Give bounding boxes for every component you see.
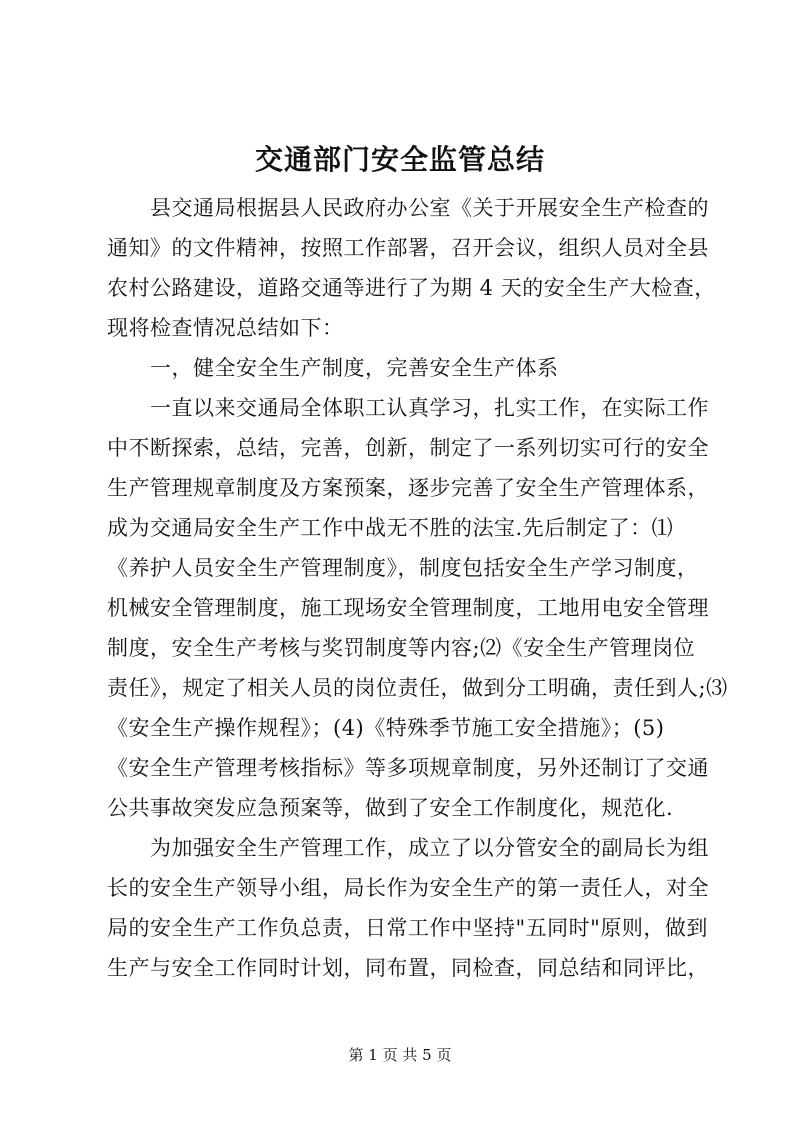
body-line: 制度，安全生产考核与奖罚制度等内容;⑵《安全生产管理岗位 [107,636,696,660]
body-line: 机械安全管理制度，施工现场安全管理制度，工地用电安全管理 [107,596,709,620]
body-line: 长的安全生产领导小组，局长作为安全生产的第一责任人，对全 [107,876,709,900]
body-line: 农村公路建设，道路交通等进行了为期 4 天的安全生产大检查， [107,276,716,300]
body-line: 通知》的文件精神，按照工作部署，召开会议，组织人员对全县 [107,236,709,260]
body-line: 《安全生产管理考核指标》等多项规章制度，另外还制订了交通 [107,756,709,780]
body-line: 《安全生产操作规程》；(4)《特殊季节施工安全措施》；(5) [107,716,665,740]
document-title: 交通部门安全监管总结 [254,143,545,176]
body-line: 责任》，规定了相关人员的岗位责任，做到分工明确，责任到人;⑶ [107,676,728,700]
body-line: 一直以来交通局全体职工认真学习，扎实工作，在实际工作 [150,396,709,420]
body-line: 生产管理规章制度及方案预案，逐步完善了安全生产管理体系， [107,476,709,500]
body-line: 现将检查情况总结如下： [107,316,344,340]
body-line: 公共事故突发应急预案等，做到了安全工作制度化，规范化. [107,796,674,820]
body-line: 成为交通局安全生产工作中战无不胜的法宝.先后制定了：⑴ [107,516,674,540]
section-heading: 一，健全安全生产制度，完善安全生产体系 [150,356,559,380]
body-line: 局的安全生产工作负总责，日常工作中坚持"五同时"原则，做到 [107,916,708,940]
body-line: 为加强安全生产管理工作，成立了以分管安全的副局长为组 [150,836,709,860]
page-footer: 第 1 页 共 5 页 [348,1046,452,1064]
body-line: 《养护人员安全生产管理制度》，制度包括安全生产学习制度， [107,556,699,580]
body-line: 生产与安全工作同时计划，同布置，同检查，同总结和同评比， [107,956,709,980]
body-line: 中不断探索，总结，完善，创新，制定了一系列切实可行的安全 [107,436,709,460]
body-line: 县交通局根据县人民政府办公室《关于开展安全生产检查的 [150,196,709,220]
